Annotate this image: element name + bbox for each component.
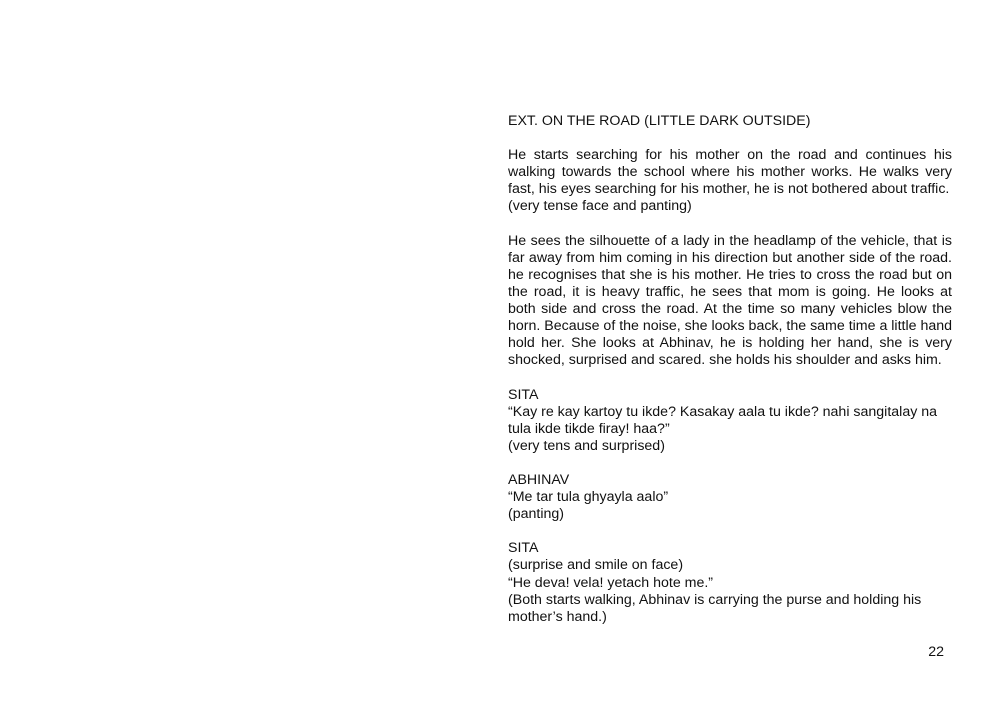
spacer bbox=[508, 523, 952, 540]
spacer bbox=[508, 455, 952, 472]
action-paragraph-1: He starts searching for his mother on the road and continues his walking towards the school where his mother works. He walks very fast, his eyes searching for his mother, he is not bothered about traffic. bbox=[508, 147, 952, 198]
spacer bbox=[508, 130, 952, 147]
page-number: 22 bbox=[928, 644, 944, 660]
parenthetical: (panting) bbox=[508, 506, 564, 523]
spacer bbox=[508, 369, 952, 386]
parenthetical: (surprise and smile on face) bbox=[508, 557, 684, 574]
action-paragraph-2: He sees the silhouette of a lady in the headlamp of the vehicle, that is far away from him coming in his direction but another side of the road. he recognises that she is his mother. He tries to cross the road but on the road, it is heavy traffic, he sees that mom is going. He looks at both side and cross the road. At the time so many vehicles blow the horn. Because of the noise, she looks back, the same time a little hand hold her. She looks at Abhinav, he is holding her hand, she is very shocked, surprised and scared. she holds his shoulder and asks him. bbox=[508, 232, 953, 369]
script-text-column bbox=[508, 113, 952, 626]
character-name-sita-1: SITA bbox=[508, 386, 539, 403]
scene-heading: EXT. ON THE ROAD (LITTLE DARK OUTSIDE) bbox=[508, 113, 811, 129]
dialogue-line: “Me tar tula ghyayla aalo” bbox=[508, 489, 669, 506]
spacer bbox=[508, 216, 952, 233]
dialogue-line: “He deva! vela! yetach hote me.” bbox=[508, 574, 714, 591]
dialogue-line: “Kay re kay kartoy tu ikde? Kasakay aala tu ikde? nahi sangitalay na tula ikde tikde firay! haa?” bbox=[508, 403, 938, 437]
parenthetical: (very tens and surprised) bbox=[508, 437, 665, 454]
character-name-sita-2: SITA bbox=[508, 540, 539, 557]
closing-action: (Both starts walking, Abhinav is carrying the purse and holding his mother’s hand.) bbox=[508, 591, 922, 625]
character-name-abhinav: ABHINAV bbox=[508, 471, 570, 488]
stage-direction-1: (very tense face and panting) bbox=[508, 198, 692, 215]
